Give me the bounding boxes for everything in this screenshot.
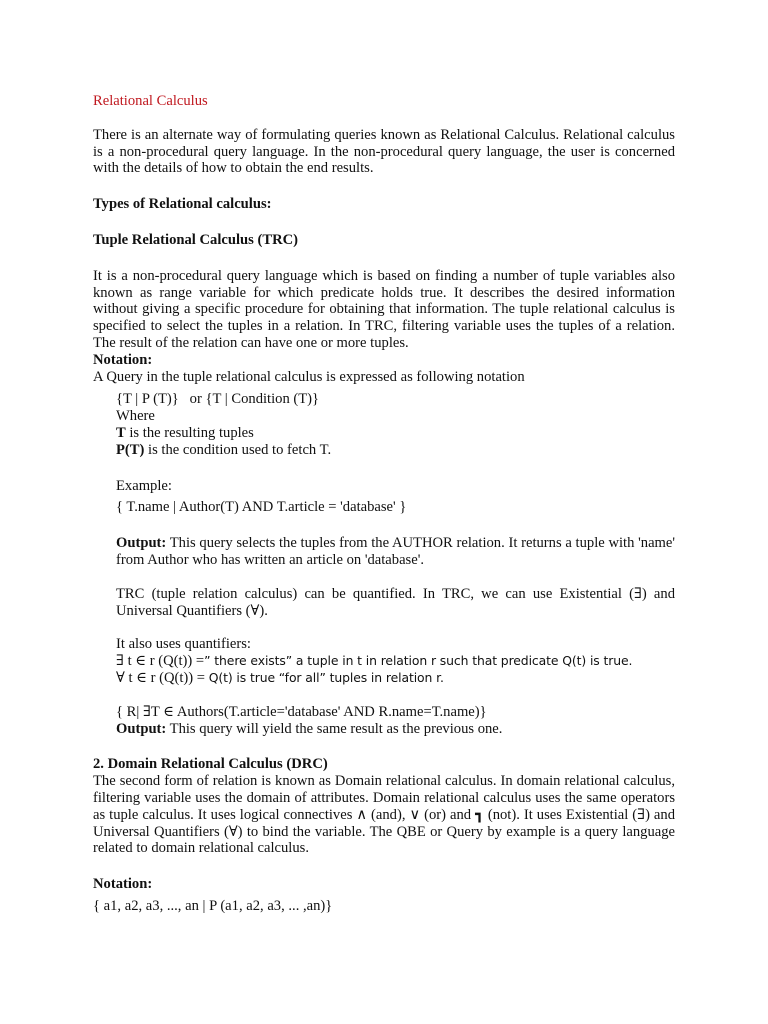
- trc-output-two-text: This query will yield the same result as the previous one.: [166, 720, 503, 737]
- trc-quantifiers-intro: It also uses quantifiers:: [116, 636, 251, 653]
- trc-t-term: T: [116, 424, 126, 441]
- trc-quantified-text: TRC (tuple relation calculus) can be quantified. In TRC, we can use Existential (∃) and Universal Quantifiers (∀).: [116, 585, 675, 619]
- trc-t-definition: [116, 425, 675, 442]
- quantifier-forall-suffix: Q(t) is true “for all” tuples in relation r.: [208, 669, 444, 685]
- trc-query-two: { R| ∃T ∈ Authors(T.article='database' AND R.name=T.name)}: [116, 703, 487, 720]
- quantifier-exists-suffix: ” there exists” a tuple in t in relation r such that predicate Q(t) is true.: [204, 653, 633, 669]
- trc-pt-definition: [116, 442, 675, 459]
- trc-example-label: Example:: [116, 477, 172, 494]
- intro-paragraph: There is an alternate way of formulating queries known as Relational Calculus. Relational calculus is a non-procedural query language. In the non-procedural query language, the user is concerned with the details of how to obtain the end results.: [93, 126, 675, 177]
- trc-pt-desc: is the condition used to fetch T.: [144, 441, 332, 458]
- drc-notation-expression: { a1, a2, a3, ..., an | P (a1, a2, a3, ... ,an)}: [93, 897, 333, 914]
- trc-heading: Tuple Relational Calculus (TRC): [93, 231, 299, 248]
- trc-output-two-label: Output:: [116, 720, 167, 737]
- quantifier-forall-prefix: ∀ t ∈ r (Q(t)) =: [116, 669, 209, 686]
- drc-description: The second form of relation is known as Domain relational calculus. In domain relational calculus, filtering variable uses the domain of attributes. Domain relational calculus uses the same operators as tuple calculus. It uses logical connectives ∧ (and), ∨ (or) and ┓ (not). It uses Existential (∃) and Universal Quantifiers (∀) to bind the variable. The QBE or Query by example is a query language related to domain relational calculus.: [93, 773, 675, 857]
- trc-description: It is a non-procedural query language which is based on finding a number of tuple variables also known as range variable for which predicate holds true. It describes the desired information without giving a specific procedure for obtaining that information. The tuple relational calculus is specified to select the tuples in a relation. In TRC, filtering variable uses the tuples of a relation. The result of the relation can have one or more tuples.: [93, 267, 675, 351]
- drc-heading: 2. Domain Relational Calculus (DRC): [93, 756, 328, 773]
- quantifier-exists-prefix: ∃ t ∈ r (Q(t)) =: [116, 653, 205, 670]
- trc-output-two: [116, 721, 675, 738]
- trc-example-query: { T.name | Author(T) AND T.article = 'database' }: [116, 499, 407, 516]
- trc-pt-term: P(T): [116, 441, 145, 458]
- trc-t-desc: is the resulting tuples: [125, 424, 254, 441]
- drc-notation-label: Notation:: [93, 876, 153, 893]
- trc-notation-block: [116, 391, 675, 737]
- trc-output-label: Output:: [116, 535, 167, 552]
- trc-output-text: This query selects the tuples from the AUTHOR relation. It returns a tuple with 'name' from Author who has written an article on 'database'.: [116, 535, 675, 568]
- page-title: Relational Calculus: [93, 93, 208, 109]
- trc-quantifier-forall: [116, 670, 675, 687]
- trc-quantifier-exists: [116, 653, 675, 670]
- trc-notation-expression: {T | P (T)} or {T | Condition (T)}: [116, 391, 320, 408]
- types-heading: Types of Relational calculus:: [93, 196, 272, 213]
- trc-notation-label: Notation:: [93, 351, 153, 368]
- trc-notation-intro: A Query in the tuple relational calculus is expressed as following notation: [93, 368, 525, 385]
- trc-output: [116, 535, 675, 569]
- document-page: [93, 93, 675, 915]
- trc-where: Where: [116, 408, 155, 425]
